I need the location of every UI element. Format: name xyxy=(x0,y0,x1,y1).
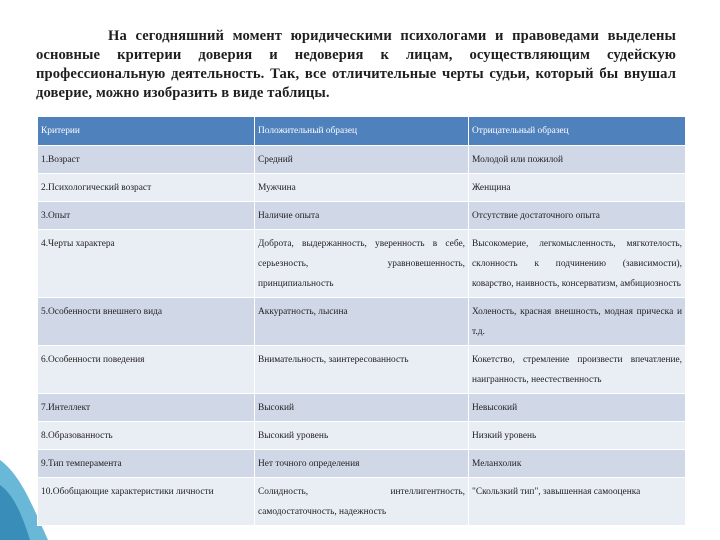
cell-negative: Холеность, красная внешность, модная прическа и т.д. xyxy=(469,298,686,346)
cell-criterion: 2.Психологический возраст xyxy=(38,174,255,202)
table-row xyxy=(38,174,686,202)
cell-criterion: 1.Возраст xyxy=(38,146,255,174)
cell-negative: "Скользкий тип", завышенная самооценка xyxy=(469,478,686,526)
cell-positive: Мужчина xyxy=(255,174,469,202)
cell-positive: Высокий уровень xyxy=(255,422,469,450)
cell-positive: Доброта, выдержанность, уверенность в себе, серьезность, уравновешенность, принципиальность xyxy=(255,230,469,298)
cell-criterion: 4.Черты характера xyxy=(38,230,255,298)
table-row xyxy=(38,478,686,526)
table-row xyxy=(38,202,686,230)
cell-positive: Солидность, интеллигентность, самодостаточность, надежность xyxy=(255,478,469,526)
header-negative: Отрицательный образец xyxy=(469,117,686,146)
cell-negative: Невысокий xyxy=(469,394,686,422)
criteria-table xyxy=(37,116,686,526)
table-row xyxy=(38,298,686,346)
table-row xyxy=(38,230,686,298)
intro-paragraph: На сегодняшний момент юридическими психологами и правоведами выделены основные критерии доверия и недоверия к лицам, осуществляющим судейскую профессиональную деятельность. Так, все отличительные черты судьи, который бы внушал доверие, можно изобразить в виде таблицы. xyxy=(36,27,676,101)
cell-positive: Высокий xyxy=(255,394,469,422)
cell-criterion: 9.Тип темперамента xyxy=(38,450,255,478)
cell-negative: Молодой или пожилой xyxy=(469,146,686,174)
table-header-row xyxy=(38,117,686,146)
cell-criterion: 5.Особенности внешнего вида xyxy=(38,298,255,346)
cell-negative: Высокомерие, легкомысленность, мягкотелость, склонность к подчинению (зависимости), коварство, наивность, консерватизм, амбициозность xyxy=(469,230,686,298)
cell-criterion: 7.Интеллект xyxy=(38,394,255,422)
header-positive: Положительный образец xyxy=(255,117,469,146)
cell-negative: Низкий уровень xyxy=(469,422,686,450)
cell-negative: Меланхолик xyxy=(469,450,686,478)
table-row xyxy=(38,422,686,450)
cell-positive: Аккуратность, лысина xyxy=(255,298,469,346)
cell-criterion: 8.Образованность xyxy=(38,422,255,450)
cell-positive: Внимательность, заинтересованность xyxy=(255,346,469,394)
table-row xyxy=(38,450,686,478)
table-row xyxy=(38,146,686,174)
cell-criterion: 6.Особенности поведения xyxy=(38,346,255,394)
cell-positive: Средний xyxy=(255,146,469,174)
table-row xyxy=(38,346,686,394)
cell-negative: Кокетство, стремление произвести впечатление, наигранность, неестественность xyxy=(469,346,686,394)
table-row xyxy=(38,394,686,422)
cell-criterion: 3.Опыт xyxy=(38,202,255,230)
cell-negative: Отсутствие достаточного опыта xyxy=(469,202,686,230)
cell-negative: Женщина xyxy=(469,174,686,202)
header-criteria: Критерии xyxy=(38,117,255,146)
cell-criterion: 10.Обобщающие характеристики личности xyxy=(38,478,255,526)
cell-positive: Наличие опыта xyxy=(255,202,469,230)
cell-positive: Нет точного определения xyxy=(255,450,469,478)
